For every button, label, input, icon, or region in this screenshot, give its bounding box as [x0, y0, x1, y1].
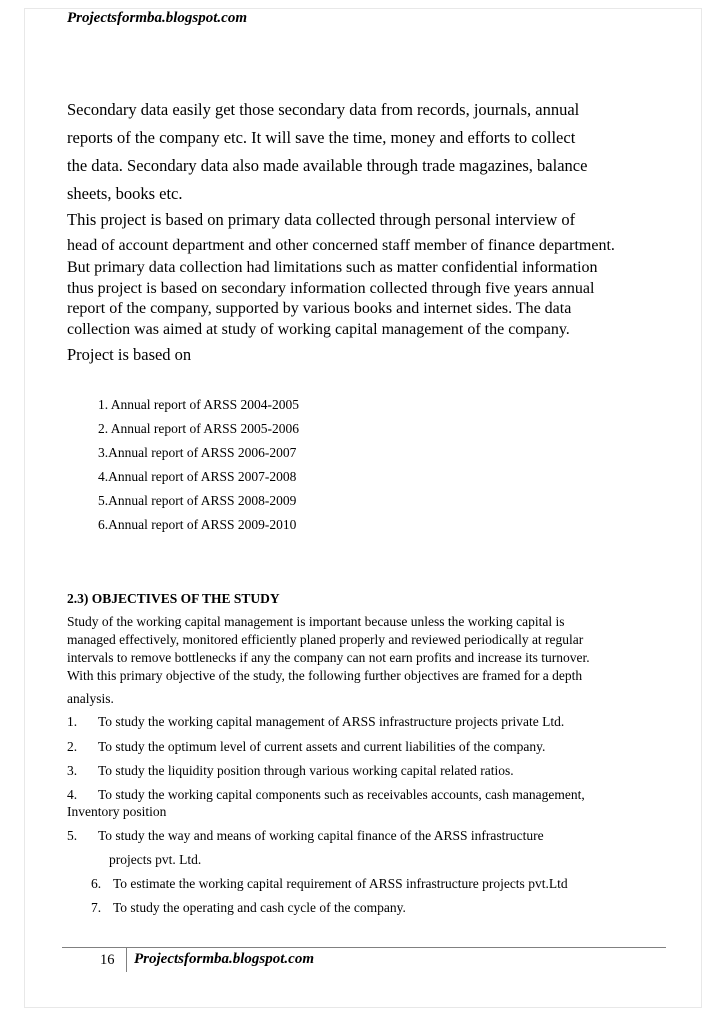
- objective-text: To study the working capital components such as receivables accounts, cash management,: [98, 787, 585, 802]
- page-number: 16: [100, 952, 115, 968]
- intro-line: Secondary data easily get those secondary data from records, journals, annual: [67, 100, 580, 119]
- paragraph-line: managed effectively, monitored efficiently planed properly and reviewed periodically at regular: [67, 632, 584, 647]
- intro-line: reports of the company etc. It will save the time, money and efforts to collect: [67, 128, 576, 147]
- objective-number: 4.: [67, 787, 78, 802]
- report-list-item: 3.Annual report of ARSS 2006-2007: [98, 445, 297, 460]
- objective-text: To estimate the working capital requirement of ARSS infrastructure projects pvt.Ltd: [113, 876, 568, 891]
- intro-line: Project is based on: [67, 345, 192, 364]
- objective-text: To study the working capital management of ARSS infrastructure projects private Ltd.: [98, 714, 565, 729]
- footer-rule: [62, 947, 666, 948]
- objective-number: 6.: [91, 876, 102, 891]
- intro-line: But primary data collection had limitations such as matter confidential information: [67, 259, 598, 276]
- paragraph-line: analysis.: [67, 691, 114, 706]
- paragraph-line: Study of the working capital management is important because unless the working capital is: [67, 614, 565, 629]
- intro-line: This project is based on primary data collected through personal interview of: [67, 210, 576, 229]
- objective-number: 7.: [91, 900, 102, 915]
- intro-line: sheets, books etc.: [67, 184, 183, 203]
- report-list-item: 5.Annual report of ARSS 2008-2009: [98, 493, 297, 508]
- intro-line: collection was aimed at study of working capital management of the company.: [67, 321, 570, 338]
- page-header-site: Projectsformba.blogspot.com: [67, 10, 247, 26]
- objective-number: 2.: [67, 739, 78, 754]
- intro-line: the data. Secondary data also made available through trade magazines, balance: [67, 156, 588, 175]
- objective-text-continued: Inventory position: [67, 804, 167, 819]
- report-list-item: 2. Annual report of ARSS 2005-2006: [98, 421, 299, 436]
- report-list-item: 1. Annual report of ARSS 2004-2005: [98, 397, 299, 412]
- objective-text-continued: projects pvt. Ltd.: [109, 852, 202, 867]
- objective-text: To study the optimum level of current assets and current liabilities of the company.: [98, 739, 546, 754]
- report-list-item: 6.Annual report of ARSS 2009-2010: [98, 517, 297, 532]
- paragraph-line: intervals to remove bottlenecks if any the company can not earn profits and increase its turnover.: [67, 650, 590, 665]
- objective-text: To study the operating and cash cycle of the company.: [113, 900, 406, 915]
- intro-line: report of the company, supported by various books and internet sides. The data: [67, 300, 572, 317]
- objective-number: 3.: [67, 763, 78, 778]
- section-heading: 2.3) OBJECTIVES OF THE STUDY: [67, 591, 280, 606]
- report-list-item: 4.Annual report of ARSS 2007-2008: [98, 469, 297, 484]
- paragraph-line: With this primary objective of the study, the following further objectives are framed for a depth: [67, 668, 583, 683]
- objective-number: 5.: [67, 828, 78, 843]
- footer-separator: [126, 948, 127, 972]
- objective-text: To study the way and means of working capital finance of the ARSS infrastructure: [98, 828, 544, 843]
- objective-text: To study the liquidity position through various working capital related ratios.: [98, 763, 514, 778]
- footer-site: Projectsformba.blogspot.com: [134, 951, 314, 967]
- intro-line: head of account department and other concerned staff member of finance department.: [67, 237, 615, 254]
- intro-line: thus project is based on secondary information collected through five years annual: [67, 280, 595, 297]
- objective-number: 1.: [67, 714, 78, 729]
